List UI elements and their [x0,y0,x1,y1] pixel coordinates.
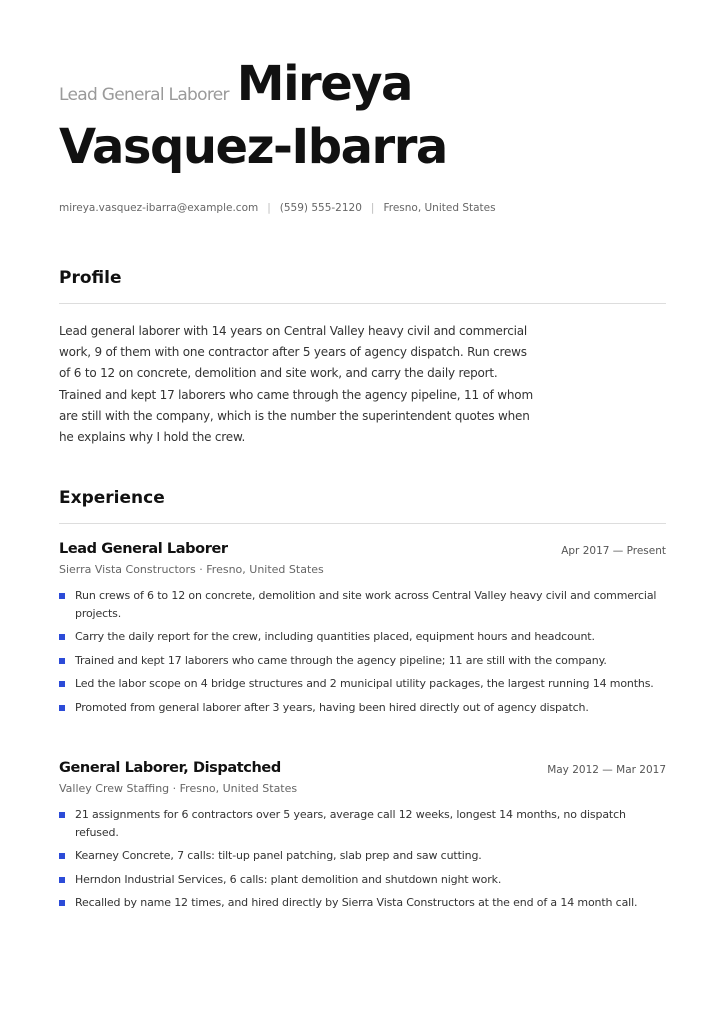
bullet-item [59,847,666,865]
bullet-item [59,894,666,912]
bullet-text: Kearney Concrete, 7 calls: tilt-up panel patching, slab prep and saw cutting. [75,849,482,862]
bullet-square-icon [59,900,65,906]
bullet-square-icon [59,658,65,664]
resume-header [59,58,679,184]
job-dates: Apr 2017 — Present [561,545,666,557]
bullet-square-icon [59,593,65,599]
job-entry [59,760,666,918]
bullet-square-icon [59,853,65,859]
section-title-experience: Experience [59,488,165,508]
bullet-square-icon [59,634,65,640]
bullet-text: Herndon Industrial Services, 6 calls: plant demolition and shutdown night work. [75,872,502,886]
bullet-square-icon [59,705,65,711]
section-divider [59,523,666,524]
bullet-text: 21 assignments for 6 contractors over 5 years, average call 12 weeks, longest 14 months, no dispatch refused. [75,808,626,839]
bullet-item [59,628,666,646]
contact-location: Fresno, United States [383,202,496,214]
job-dates: May 2012 — Mar 2017 [547,764,666,776]
job-entry [59,541,666,722]
bullet-text: Carry the daily report for the crew, including quantities placed, equipment hours and headcount. [75,630,595,643]
job-organization: Valley Crew Staffing · Fresno, United States [59,782,298,795]
contact-separator: | [370,202,375,214]
section-title-profile: Profile [59,268,122,288]
job-organization: Sierra Vista Constructors · Fresno, United States [59,563,324,576]
bullet-text: Recalled by name 12 times, and hired directly by Sierra Vista Constructors at the end of a 14 month call. [75,896,638,909]
name-block [59,58,679,121]
bullet-item [59,675,666,693]
bullet-item [59,871,666,889]
bullet-text: Led the labor scope on 4 bridge structures and 2 municipal utility packages, the largest running 14 months. [75,677,654,690]
job-header [59,760,666,782]
name-last: Vasquez-Ibarra [59,119,447,175]
contact-email: mireya.vasquez-ibarra@example.com [59,202,259,214]
job-title: General Laborer, Dispatched [59,760,281,776]
name-first: Mireya [236,56,412,112]
headline-role: Lead General Laborer [59,85,229,105]
profile-summary: Lead general laborer with 14 years on Central Valley heavy civil and commercial work, 9 of them with one contractor after 5 years of agency dispatch. Run crews of 6 to 12 on concrete, demolition and site work, and carry the daily report. Trained and kept 17 laborers who came through the agency pipeline, 11 of whom are still with the company, which is the number the superintendent quotes when he explains why I hold the crew. [59,324,533,445]
job-title: Lead General Laborer [59,541,228,557]
bullet-item [59,587,666,622]
bullet-item [59,806,666,841]
name-block-2 [59,121,679,184]
bullet-square-icon [59,812,65,818]
bullet-item [59,699,666,717]
section-divider [59,303,666,304]
bullet-text: Run crews of 6 to 12 on concrete, demolition and site work across Central Valley heavy civil and commercial projects. [75,589,657,620]
bullet-text: Promoted from general laborer after 3 years, having been hired directly out of agency dispatch. [75,700,589,714]
job-bullets [59,806,666,912]
job-bullets [59,587,666,716]
bullet-item [59,652,666,670]
bullet-text: Trained and kept 17 laborers who came through the agency pipeline; 11 are still with the company. [75,653,607,667]
bullet-square-icon [59,681,65,687]
contact-phone: (559) 555-2120 [279,202,362,214]
contact-line [59,202,496,214]
bullet-square-icon [59,877,65,883]
job-header [59,541,666,563]
contact-separator: | [267,202,271,214]
